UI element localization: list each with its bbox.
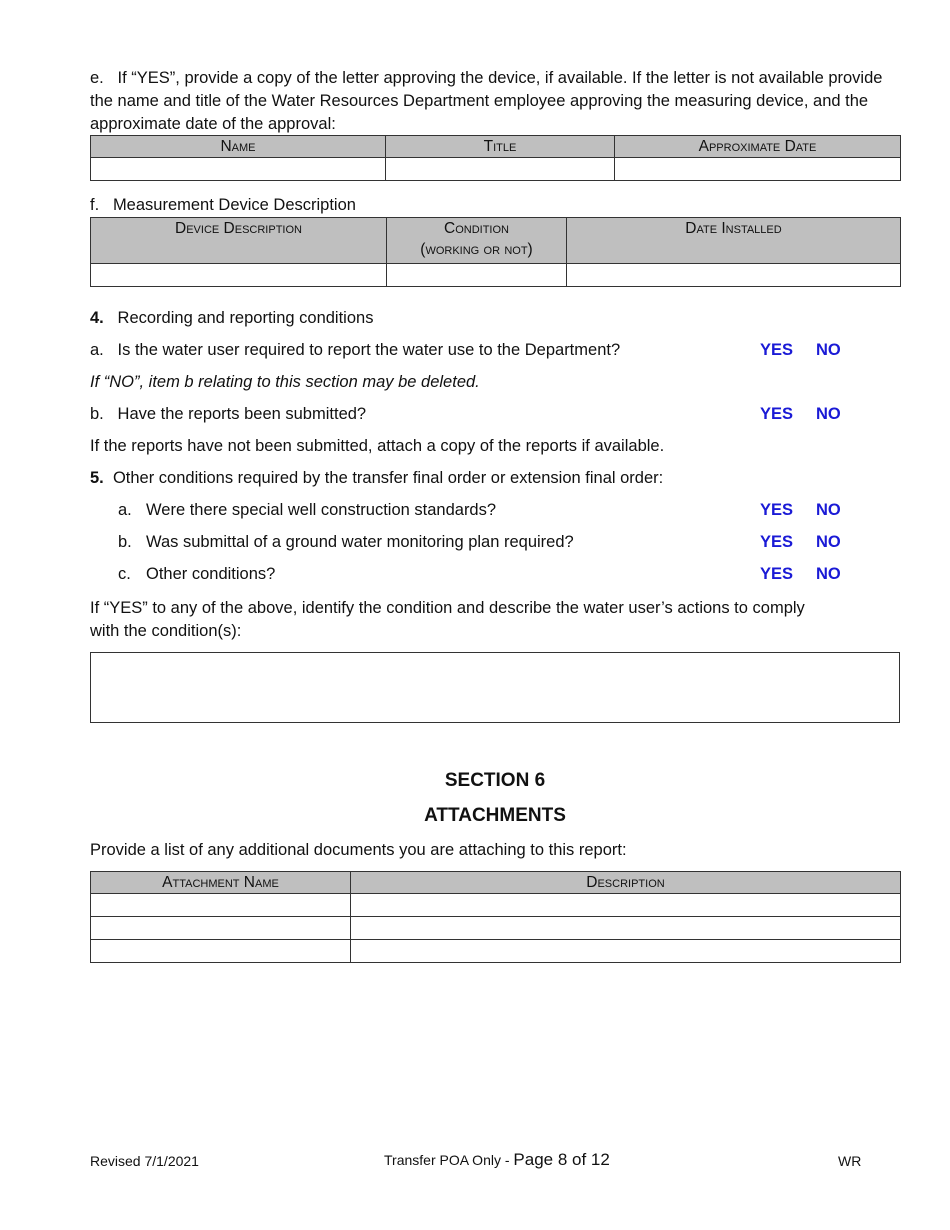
item-f-text: Measurement Device Description (112, 196, 356, 214)
attachment-name-cell[interactable] (91, 940, 351, 963)
approval-date-cell[interactable] (615, 158, 901, 181)
attachment-description-cell[interactable] (351, 917, 901, 940)
item-5b-yes-option[interactable]: YES (760, 533, 794, 551)
section-4-text: Recording and reporting conditions (117, 309, 374, 327)
item-5a-letter: a. (118, 501, 132, 519)
attachment-description-cell[interactable] (351, 894, 901, 917)
attachments-table (90, 871, 901, 963)
section-6-heading: SECTION 6 (444, 770, 546, 791)
footer-form-code: WR (838, 1153, 862, 1169)
footer-page-info (384, 1150, 610, 1170)
section-5-number: 5. (90, 469, 104, 487)
approval-title-cell[interactable] (386, 158, 615, 181)
device-table-row (91, 264, 901, 287)
item-5c (118, 565, 275, 584)
item-e-text: If “YES”, provide a copy of the letter approving the device, if available. If the letter is not available provide the name and title of the Water Resources Department employee approving the measuring device, and the approximate date of the approval: (90, 69, 883, 133)
footer-page-number: Page 8 of 12 (513, 1150, 610, 1169)
approval-table-row (91, 158, 901, 181)
device-header-description: Device Description (91, 218, 387, 264)
item-4a-no-option[interactable]: NO (816, 341, 841, 359)
section-5-title (90, 469, 663, 488)
device-table (90, 217, 901, 287)
item-5-describe: If “YES” to any of the above, identify the condition and describe the water user’s actions to comply with the condition(s): (90, 599, 805, 640)
item-f (90, 194, 356, 217)
item-4a-text: Is the water user required to report the water use to the Department? (117, 341, 621, 359)
item-5b-no-option[interactable]: NO (816, 533, 841, 551)
approval-table (90, 135, 901, 181)
section-4-number: 4. (90, 309, 104, 327)
item-4b-no-option[interactable]: NO (816, 405, 841, 423)
attachment-name-cell[interactable] (91, 894, 351, 917)
device-header-condition-line1: Condition (444, 220, 509, 237)
item-5c-no-option[interactable]: NO (816, 565, 841, 583)
item-4a-yes-option[interactable]: YES (760, 341, 794, 359)
section-5-text: Other conditions required by the transfer final order or extension final order: (112, 469, 664, 487)
attachments-table-row (91, 940, 901, 963)
item-4b-yes-option[interactable]: YES (760, 405, 794, 423)
attachments-table-header-row (91, 872, 901, 894)
approval-name-cell[interactable] (91, 158, 386, 181)
attachment-name-cell[interactable] (91, 917, 351, 940)
attachments-intro: Provide a list of any additional documents you are attaching to this report: (90, 841, 627, 859)
item-5b-letter: b. (118, 533, 132, 551)
approval-header-title: Title (386, 136, 615, 158)
section-4-title (90, 309, 373, 328)
item-5a-no-option[interactable]: NO (816, 501, 841, 519)
item-5c-yes-option[interactable]: YES (760, 565, 794, 583)
item-e-letter: e. (90, 69, 104, 87)
device-date-cell[interactable] (567, 264, 901, 287)
device-condition-cell[interactable] (387, 264, 567, 287)
item-4b-letter: b. (90, 405, 104, 423)
footer-revised: Revised 7/1/2021 (90, 1153, 199, 1169)
section-6-subheading: ATTACHMENTS (424, 805, 566, 826)
item-5a (118, 501, 496, 520)
item-5b-text: Was submittal of a ground water monitoring plan required? (146, 533, 574, 551)
device-header-date-installed: Date Installed (567, 218, 901, 264)
item-4-note: If “NO”, item b relating to this section may be deleted. (90, 373, 480, 391)
attachment-description-cell[interactable] (351, 940, 901, 963)
item-5a-text: Were there special well construction standards? (146, 501, 497, 519)
item-f-letter: f. (90, 196, 100, 214)
item-4b (90, 405, 366, 424)
item-4a (90, 341, 620, 360)
item-e (90, 67, 900, 136)
item-4a-letter: a. (90, 341, 104, 359)
device-table-header-row (91, 218, 901, 264)
item-4b-text: Have the reports been submitted? (117, 405, 367, 423)
approval-header-date: Approximate Date (615, 136, 901, 158)
attachments-table-row (91, 917, 901, 940)
approval-table-header-row (91, 136, 901, 158)
attachments-table-row (91, 894, 901, 917)
item-4-after: If the reports have not been submitted, attach a copy of the reports if available. (90, 437, 665, 455)
attachments-header-description: Description (351, 872, 901, 894)
item-5a-yes-option[interactable]: YES (760, 501, 794, 519)
approval-header-name: Name (91, 136, 386, 158)
conditions-response-box[interactable] (90, 652, 900, 723)
device-header-condition-line2: (working or not) (420, 241, 533, 258)
device-header-condition (387, 218, 567, 264)
footer-doc-label: Transfer POA Only - (384, 1152, 514, 1168)
attachments-header-name: Attachment Name (91, 872, 351, 894)
item-5b (118, 533, 574, 552)
item-5c-letter: c. (118, 565, 131, 583)
item-5c-text: Other conditions? (146, 565, 276, 583)
device-description-cell[interactable] (91, 264, 387, 287)
